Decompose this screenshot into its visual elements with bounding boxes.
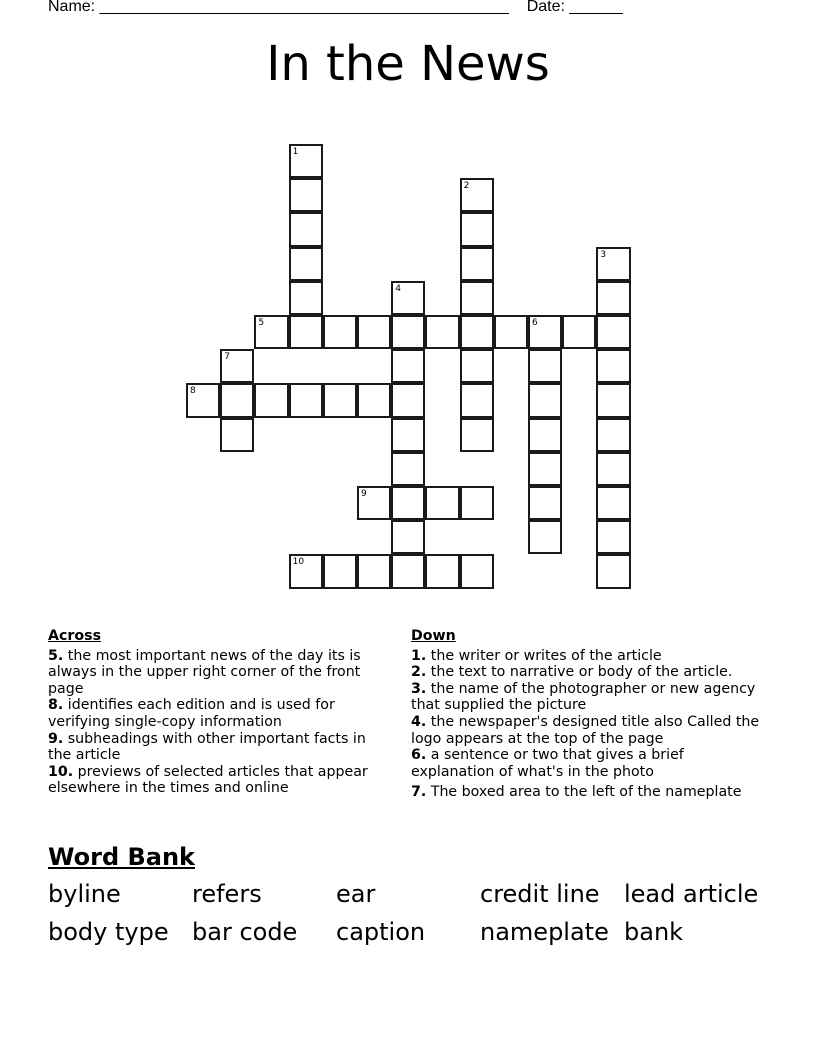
grid-cell[interactable] [596, 520, 630, 554]
clue-across-10: 10. previews of selected articles that appear elsewhere in the times and online [48, 763, 368, 797]
word-bank-item: credit line [480, 880, 600, 908]
cell-number: 5 [258, 318, 265, 328]
grid-cell[interactable] [289, 315, 323, 349]
grid-cell[interactable] [391, 452, 425, 486]
grid-cell[interactable] [460, 212, 494, 246]
grid-cell[interactable] [528, 452, 562, 486]
grid-cell[interactable] [460, 383, 494, 417]
grid-cell[interactable] [220, 383, 254, 417]
word-bank-item: body type [48, 918, 169, 946]
clue-down-4: 4. the newspaper's designed title also Called the logo appears at the top of the page [411, 713, 760, 747]
down-heading: Down [411, 628, 456, 644]
grid-cell[interactable] [528, 349, 562, 383]
grid-cell[interactable] [289, 383, 323, 417]
across-clues [48, 628, 388, 797]
grid-cell[interactable] [186, 383, 220, 417]
grid-cell[interactable] [289, 144, 323, 178]
word-bank-item: bank [624, 918, 684, 946]
clue-down-6: 6. a sentence or two that gives a brief explanation of what's in the photo [411, 747, 684, 780]
word-bank-item: ear [336, 880, 376, 908]
cell-number: 1 [292, 147, 299, 157]
grid-cell[interactable] [254, 315, 288, 349]
grid-cell[interactable] [220, 418, 254, 452]
page-title: In the News [266, 36, 550, 92]
word-bank-item: caption [336, 918, 426, 946]
grid-cell[interactable] [596, 383, 630, 417]
grid-cell[interactable] [357, 383, 391, 417]
cell-number: 7 [224, 352, 230, 363]
grid-cell[interactable] [460, 554, 494, 588]
cell-number: 8 [190, 386, 196, 397]
grid-cell[interactable] [289, 247, 323, 281]
word-bank-item: lead article [624, 880, 759, 908]
grid-cell[interactable] [425, 315, 459, 349]
grid-cell[interactable] [460, 486, 494, 520]
clue-across-9: 9. subheadings with other important facts in the article [48, 730, 366, 764]
grid-cell[interactable] [528, 486, 562, 520]
word-bank-item: bar code [192, 918, 298, 946]
grid-cell[interactable] [460, 281, 494, 315]
name-blank[interactable]: ______________________________________________ [99, 0, 509, 15]
grid-cell[interactable] [528, 520, 562, 554]
grid-cell[interactable] [323, 554, 357, 588]
grid-cell[interactable] [528, 383, 562, 417]
word-bank-item: nameplate [480, 918, 609, 946]
grid-cell[interactable] [528, 418, 562, 452]
clue-down-1: 1. the writer or writes of the article [411, 647, 662, 664]
grid-cell[interactable] [460, 418, 494, 452]
word-bank-title: Word Bank [48, 843, 196, 871]
grid-cell[interactable] [357, 315, 391, 349]
cell-number: 2 [463, 181, 470, 192]
cell-number: 10 [292, 557, 305, 568]
grid-cell[interactable] [460, 349, 494, 383]
grid-cell[interactable] [596, 554, 630, 588]
grid-cell[interactable] [357, 486, 391, 520]
word-bank-item: byline [48, 880, 121, 908]
grid-cell[interactable] [289, 281, 323, 315]
grid-cell[interactable] [494, 315, 528, 349]
clue-across-5: 5. the most important news of the day its is always in the upper right corner of the front page [48, 647, 361, 697]
grid-cell[interactable] [596, 247, 630, 281]
clue-down-7: 7. The boxed area to the left of the nameplate [411, 784, 742, 801]
grid-cell[interactable] [460, 315, 494, 349]
grid-cell[interactable] [596, 315, 630, 349]
grid-cell[interactable] [596, 281, 630, 315]
grid-cell[interactable] [289, 212, 323, 246]
grid-cell[interactable] [391, 315, 425, 349]
date-blank[interactable]: ______ [569, 0, 623, 15]
grid-cell[interactable] [391, 349, 425, 383]
grid-cell[interactable] [562, 315, 596, 349]
grid-cell[interactable] [391, 418, 425, 452]
word-bank [48, 880, 778, 956]
grid-cell[interactable] [596, 418, 630, 452]
grid-cell[interactable] [460, 178, 494, 212]
down-clues [411, 628, 771, 801]
grid-cell[interactable] [460, 247, 494, 281]
grid-cell[interactable] [596, 349, 630, 383]
cell-number: 3 [600, 249, 607, 260]
date-label: Date: [526, 0, 565, 15]
name-label: Name: [48, 0, 96, 15]
grid-cell[interactable] [323, 383, 357, 417]
grid-cell[interactable] [391, 554, 425, 588]
clue-across-8: 8. identifies each edition and is used for verifying single-copy information [48, 697, 335, 730]
grid-cell[interactable] [289, 554, 323, 588]
cell-number: 6 [532, 318, 538, 328]
grid-cell[interactable] [596, 452, 630, 486]
word-bank-item: refers [192, 880, 262, 908]
grid-cell[interactable] [528, 315, 562, 349]
cell-number: 9 [361, 489, 367, 499]
across-heading: Across [48, 628, 102, 644]
clue-down-3: 3. the name of the photographer or new agency that supplied the picture [411, 680, 756, 714]
grid-cell[interactable] [391, 486, 425, 520]
grid-cell[interactable] [323, 315, 357, 349]
grid-cell[interactable] [220, 349, 254, 383]
grid-cell[interactable] [391, 281, 425, 315]
grid-cell[interactable] [289, 178, 323, 212]
cell-number: 4 [395, 283, 401, 294]
grid-cell[interactable] [391, 520, 425, 554]
grid-cell[interactable] [254, 383, 288, 417]
grid-cell[interactable] [391, 383, 425, 417]
grid-cell[interactable] [425, 486, 459, 520]
clue-down-2: 2. the text to narrative or body of the article. [411, 664, 733, 681]
grid-cell[interactable] [596, 486, 630, 520]
grid-cell[interactable] [357, 554, 391, 588]
grid-cell[interactable] [425, 554, 459, 588]
